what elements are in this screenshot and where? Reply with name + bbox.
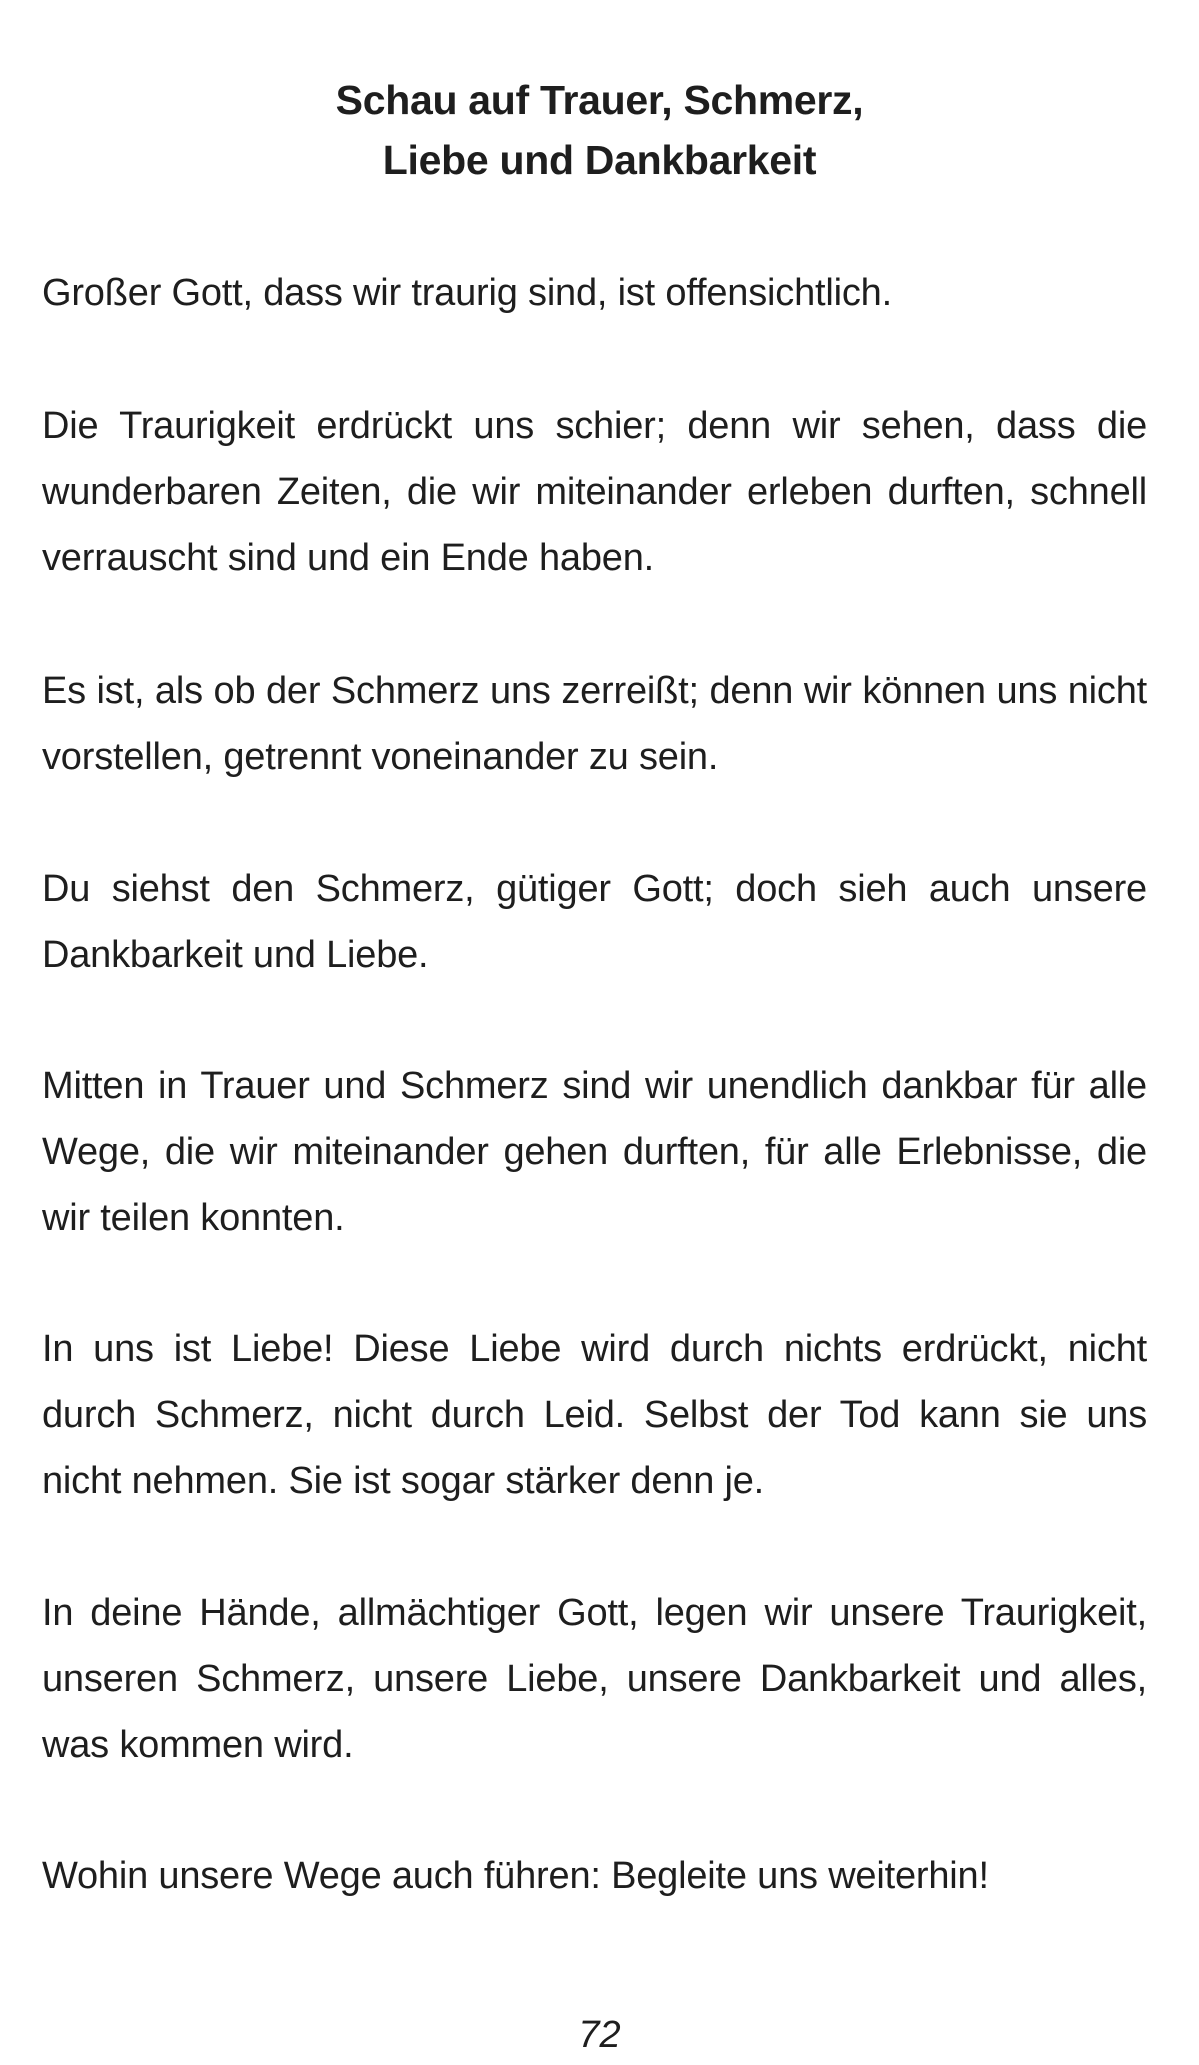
page-title-line-2: Liebe und Dankbarkeit [382,137,817,183]
paragraph-8: Wohin unsere Wege auch führen: Begleite uns weiterhin! [42,1855,989,1897]
paragraph-5: Mitten in Trauer und Schmerz sind wir unendlich dankbar für alle Wege, die wir miteinander gehen durften, für alle Erlebnisse, die wir teilen konnten. [42,1065,1147,1239]
page-number: 72 [578,2014,621,2056]
paragraph-1: Großer Gott, dass wir traurig sind, ist offensichtlich. [42,272,892,314]
page-title-line-1: Schau auf Trauer, Schmerz, [335,77,864,123]
paragraph-2: Die Traurigkeit erdrückt uns schier; denn wir sehen, dass die wunderbaren Zeiten, die wir miteinander erleben durften, schnell verrauscht sind und ein Ende haben. [42,405,1147,579]
paragraph-7: In deine Hände, allmächtiger Gott, legen wir unsere Traurigkeit, unseren Schmerz, unsere Liebe, unsere Dankbarkeit und alles, was kommen wird. [42,1592,1147,1766]
paragraph-4: Du siehst den Schmerz, gütiger Gott; doch sieh auch unsere Dankbarkeit und Liebe. [42,868,1147,976]
paragraph-6: In uns ist Liebe! Diese Liebe wird durch nichts erdrückt, nicht durch Schmerz, nicht durch Leid. Selbst der Tod kann sie uns nicht nehmen. Sie ist sogar stärker denn je. [42,1328,1147,1502]
paragraph-3: Es ist, als ob der Schmerz uns zerreißt; denn wir können uns nicht vorstellen, getrennt voneinander zu sein. [42,670,1147,778]
